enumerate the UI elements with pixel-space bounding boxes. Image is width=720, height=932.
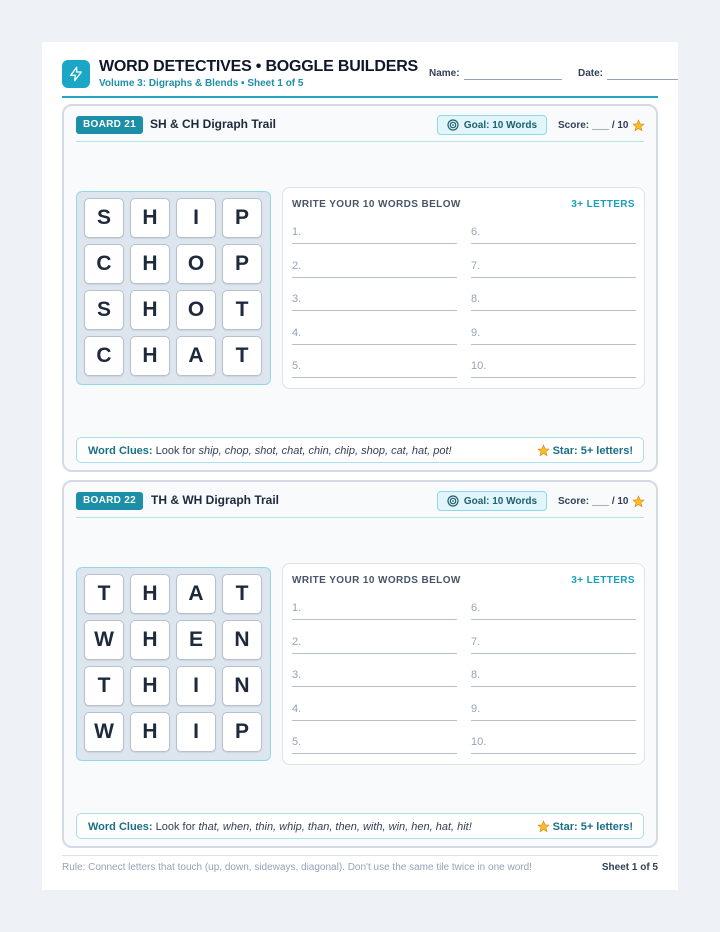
word-answer-line[interactable] bbox=[292, 310, 457, 311]
letter-tile[interactable]: H bbox=[130, 198, 170, 238]
word-answer-line[interactable] bbox=[471, 686, 636, 687]
target-icon bbox=[447, 495, 459, 507]
goal-text: Goal: 10 Words bbox=[463, 495, 538, 507]
word-clues-bar bbox=[76, 437, 644, 463]
goal-badge bbox=[437, 115, 547, 135]
word-number: 1. bbox=[292, 602, 302, 614]
board-21 bbox=[62, 104, 658, 472]
word-clues-bar bbox=[76, 813, 644, 839]
words-title: WRITE YOUR 10 WORDS BELOW bbox=[292, 575, 461, 586]
word-answer-line[interactable] bbox=[471, 377, 636, 378]
letter-grid bbox=[76, 191, 271, 385]
board-badge: BOARD 21 bbox=[76, 116, 143, 134]
letter-tile[interactable]: C bbox=[84, 244, 124, 284]
star-note-text: Star: 5+ letters! bbox=[552, 444, 633, 457]
letter-tile[interactable]: I bbox=[176, 712, 216, 752]
name-field-line[interactable] bbox=[464, 79, 562, 80]
word-answer-line[interactable] bbox=[471, 653, 636, 654]
letter-tile[interactable]: P bbox=[222, 244, 262, 284]
words-hint: 3+ LETTERS bbox=[571, 199, 635, 210]
word-number: 4. bbox=[292, 326, 302, 339]
star-note bbox=[537, 820, 633, 833]
word-number: 6. bbox=[471, 226, 481, 238]
letter-tile[interactable]: T bbox=[222, 336, 262, 376]
word-number: 9. bbox=[471, 326, 481, 339]
letter-tile[interactable]: T bbox=[84, 574, 124, 614]
letter-tile[interactable]: O bbox=[176, 290, 216, 330]
word-answer-line[interactable] bbox=[471, 720, 636, 721]
worksheet-header bbox=[62, 58, 658, 98]
clue-words: ship, chop, shot, chat, chin, chip, shop, cat, hat, pot! bbox=[198, 445, 452, 457]
letter-tile[interactable]: T bbox=[222, 290, 262, 330]
board-header bbox=[76, 114, 644, 142]
board-header bbox=[76, 490, 644, 518]
word-number: 2. bbox=[292, 635, 302, 648]
word-number: 7. bbox=[471, 259, 481, 272]
target-icon bbox=[447, 119, 459, 131]
board-title: SH & CH Digraph Trail bbox=[150, 117, 277, 131]
letter-tile[interactable]: H bbox=[130, 666, 170, 706]
letter-tile[interactable]: A bbox=[176, 336, 216, 376]
lightning-bolt-icon bbox=[62, 60, 90, 88]
score-blank[interactable]: ___ bbox=[592, 120, 609, 131]
star-icon bbox=[632, 119, 645, 132]
clue-text bbox=[88, 445, 452, 457]
word-number: 3. bbox=[292, 293, 302, 305]
word-answer-line[interactable] bbox=[292, 243, 457, 244]
letter-tile[interactable]: H bbox=[130, 336, 170, 376]
clue-prefix: Look for bbox=[155, 445, 196, 457]
word-number: 6. bbox=[471, 602, 481, 614]
word-number: 9. bbox=[471, 702, 481, 715]
word-answer-line[interactable] bbox=[471, 344, 636, 345]
clue-label: Word Clues: bbox=[88, 821, 153, 833]
word-number: 3. bbox=[292, 669, 302, 681]
score-label: Score: bbox=[558, 120, 590, 131]
letter-tile[interactable]: S bbox=[84, 290, 124, 330]
star-icon bbox=[632, 495, 645, 508]
letter-tile[interactable]: H bbox=[130, 712, 170, 752]
word-number: 8. bbox=[471, 669, 481, 681]
goal-text: Goal: 10 Words bbox=[463, 119, 538, 131]
letter-tile[interactable]: N bbox=[222, 620, 262, 660]
letter-grid bbox=[76, 567, 271, 761]
letter-tile[interactable]: W bbox=[84, 712, 124, 752]
star-note bbox=[537, 444, 633, 457]
letter-tile[interactable]: T bbox=[84, 666, 124, 706]
score-total: / 10 bbox=[611, 496, 629, 507]
word-answer-line[interactable] bbox=[292, 619, 457, 620]
word-number: 10. bbox=[471, 736, 487, 748]
letter-tile[interactable]: I bbox=[176, 666, 216, 706]
date-field-line[interactable] bbox=[607, 79, 678, 80]
score-label: Score: bbox=[558, 496, 590, 507]
word-number: 7. bbox=[471, 635, 481, 648]
score-blank[interactable]: ___ bbox=[592, 496, 609, 507]
letter-tile[interactable]: H bbox=[130, 620, 170, 660]
star-icon bbox=[537, 444, 550, 457]
word-answer-box bbox=[282, 563, 645, 765]
clue-label: Word Clues: bbox=[88, 445, 153, 457]
word-answer-line[interactable] bbox=[471, 277, 636, 278]
letter-tile[interactable]: H bbox=[130, 574, 170, 614]
word-answer-line[interactable] bbox=[292, 344, 457, 345]
word-answer-line[interactable] bbox=[471, 753, 636, 754]
word-number: 2. bbox=[292, 259, 302, 272]
goal-badge bbox=[437, 491, 547, 511]
star-icon bbox=[537, 820, 550, 833]
letter-tile[interactable]: H bbox=[130, 290, 170, 330]
word-number: 5. bbox=[292, 736, 302, 748]
word-answer-line[interactable] bbox=[292, 377, 457, 378]
board-badge: BOARD 22 bbox=[76, 492, 143, 510]
words-title: WRITE YOUR 10 WORDS BELOW bbox=[292, 199, 461, 210]
star-note-text: Star: 5+ letters! bbox=[552, 820, 633, 833]
word-answer-line[interactable] bbox=[292, 686, 457, 687]
clue-prefix: Look for bbox=[155, 821, 196, 833]
letter-tile[interactable]: P bbox=[222, 712, 262, 752]
words-hint: 3+ LETTERS bbox=[571, 575, 635, 586]
rule-text: Rule: Connect letters that touch (up, down, sideways, diagonal). Don't use the same tile twice in one word! bbox=[62, 862, 532, 873]
letter-tile[interactable]: A bbox=[176, 574, 216, 614]
board-22 bbox=[62, 480, 658, 848]
clue-words: that, when, thin, whip, than, then, with, win, hen, hat, hit! bbox=[198, 821, 472, 833]
letter-tile[interactable]: O bbox=[176, 244, 216, 284]
word-number: 5. bbox=[292, 360, 302, 372]
word-number: 10. bbox=[471, 360, 487, 372]
word-answer-box bbox=[282, 187, 645, 389]
word-number: 1. bbox=[292, 226, 302, 238]
letter-tile[interactable]: T bbox=[222, 574, 262, 614]
word-answer-line[interactable] bbox=[292, 653, 457, 654]
letter-tile[interactable]: W bbox=[84, 620, 124, 660]
score-field bbox=[558, 495, 645, 508]
word-number: 4. bbox=[292, 702, 302, 715]
worksheet-subtitle: Volume 3: Digraphs & Blends • Sheet 1 of 5 bbox=[99, 78, 304, 89]
word-answer-line[interactable] bbox=[471, 619, 636, 620]
score-total: / 10 bbox=[611, 120, 629, 131]
word-answer-line[interactable] bbox=[292, 753, 457, 754]
word-number: 8. bbox=[471, 293, 481, 305]
letter-tile[interactable]: C bbox=[84, 336, 124, 376]
letter-tile[interactable]: P bbox=[222, 198, 262, 238]
date-label: Date: bbox=[578, 68, 604, 79]
letter-tile[interactable]: S bbox=[84, 198, 124, 238]
letter-tile[interactable]: H bbox=[130, 244, 170, 284]
board-title: TH & WH Digraph Trail bbox=[151, 493, 280, 507]
worksheet-footer bbox=[62, 855, 658, 879]
letter-tile[interactable]: I bbox=[176, 198, 216, 238]
word-answer-line[interactable] bbox=[471, 310, 636, 311]
letter-tile[interactable]: E bbox=[176, 620, 216, 660]
word-answer-line[interactable] bbox=[471, 243, 636, 244]
worksheet-title: WORD DETECTIVES • BOGGLE BUILDERS bbox=[99, 58, 419, 75]
page-number: Sheet 1 of 5 bbox=[601, 862, 658, 873]
word-answer-line[interactable] bbox=[292, 720, 457, 721]
worksheet-page bbox=[42, 42, 678, 890]
letter-tile[interactable]: N bbox=[222, 666, 262, 706]
name-label: Name: bbox=[429, 68, 460, 79]
score-field bbox=[558, 119, 645, 132]
clue-text bbox=[88, 821, 472, 833]
word-answer-line[interactable] bbox=[292, 277, 457, 278]
